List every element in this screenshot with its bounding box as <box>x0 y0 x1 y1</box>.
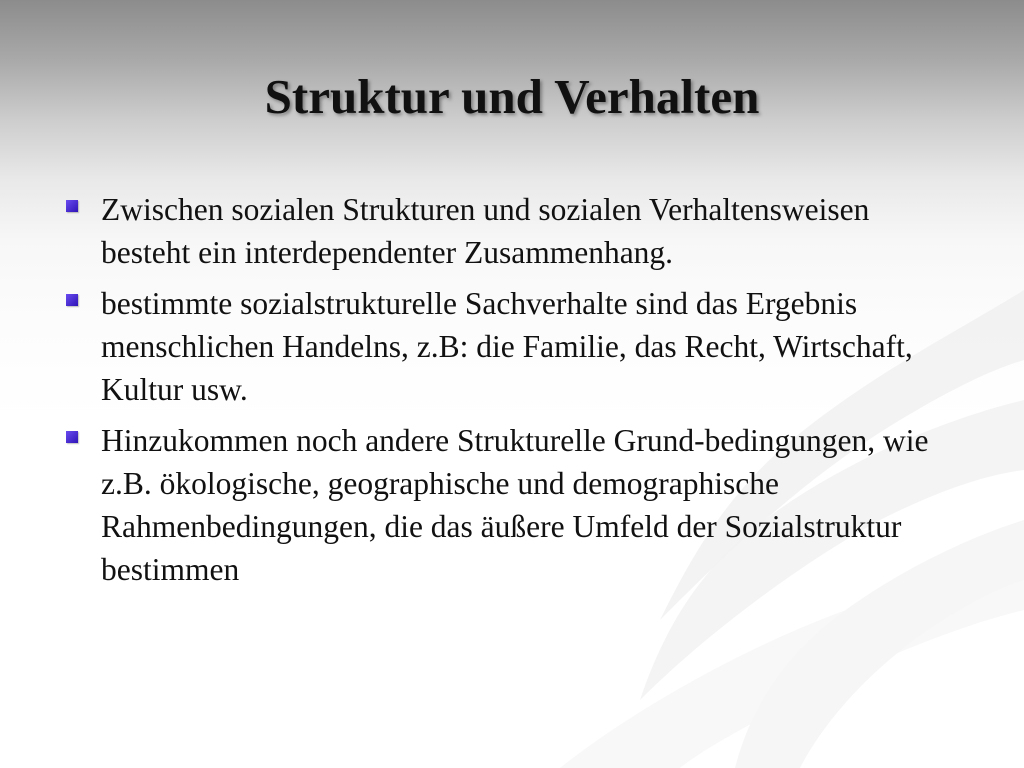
bullet-text: bestimmte sozialstrukturelle Sachverhalte sind das Ergebnis menschlichen Handelns, z.B: die Familie, das Recht, Wirtschaft, Kultur usw. <box>101 286 913 407</box>
bullet-text: Hinzukommen noch andere Strukturelle Grund-bedingungen, wie z.B. ökologische, geographische und demographische Rahmenbedingungen, die das äußere Umfeld der Sozialstruktur bestimmen <box>101 423 929 587</box>
bullet-square-icon <box>66 294 78 306</box>
bullet-list <box>60 188 960 599</box>
bullet-square-icon <box>66 200 78 212</box>
slide-title: Struktur und Verhalten <box>264 69 760 124</box>
bullet-text: Zwischen sozialen Strukturen und sozialen Verhaltensweisen besteht ein interdependenter Zusammenhang. <box>101 192 870 270</box>
bullet-square-icon <box>66 431 78 443</box>
bullet-item <box>60 282 960 411</box>
bullet-item <box>60 419 960 591</box>
bullet-item <box>60 188 960 274</box>
